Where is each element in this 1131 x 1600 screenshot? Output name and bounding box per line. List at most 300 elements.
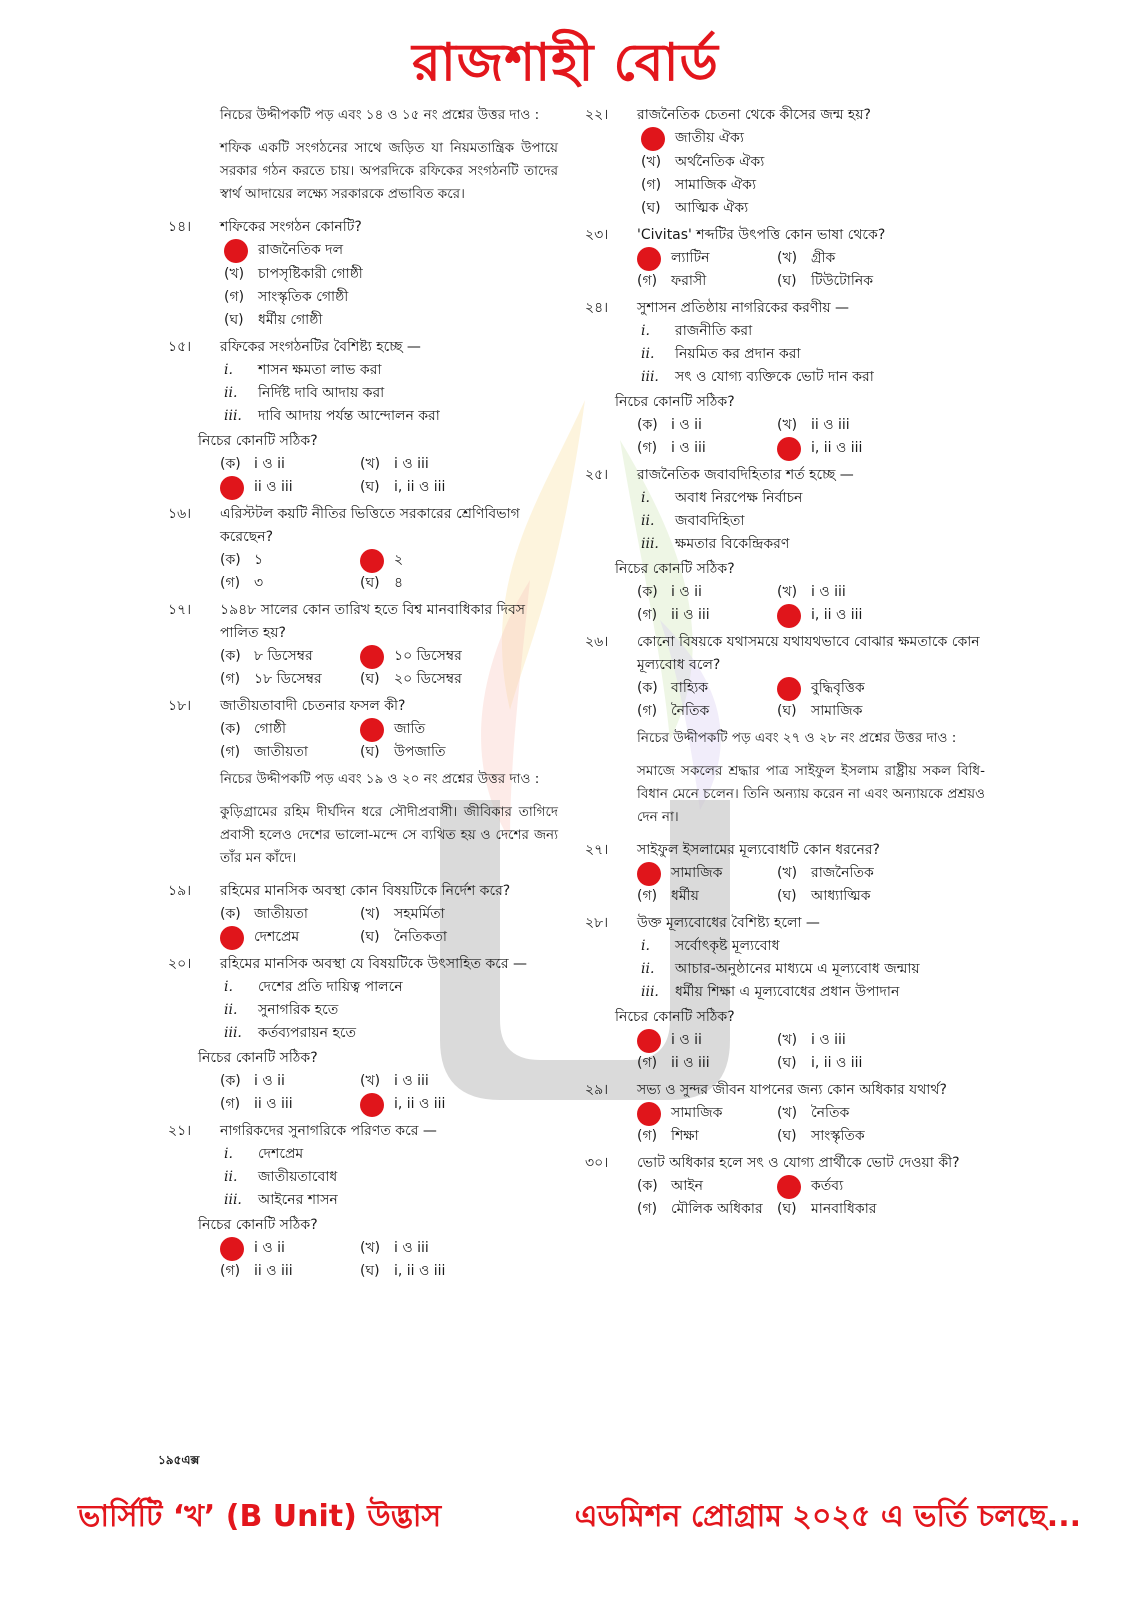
option [360, 741, 490, 764]
question [585, 104, 985, 220]
option [637, 604, 767, 627]
option-text: i ও ii [671, 1032, 702, 1048]
answer-dot-icon [220, 926, 244, 950]
option-marker: (গ) [224, 289, 245, 305]
options-grid [585, 862, 985, 908]
option-marker: (গ) [220, 1263, 241, 1279]
answer-dot-icon [777, 677, 801, 701]
options-grid [585, 247, 985, 293]
option-text: সামাজিক ঐক্য [675, 177, 757, 193]
option-marker: (গ) [220, 1096, 241, 1112]
option-text: আইন [671, 1178, 703, 1194]
option-marker: (খ) [360, 456, 381, 472]
option [360, 453, 490, 476]
question-number: ২৯। [585, 1082, 609, 1098]
option [637, 414, 767, 437]
option-text: ৮ ডিসেম্বর [254, 648, 313, 664]
option-marker: (গ) [637, 440, 658, 456]
question-number: ২৬। [585, 634, 609, 650]
option-marker: (ক) [220, 721, 241, 737]
option-marker: (গ) [637, 1128, 658, 1144]
question-number: ১৭। [168, 602, 192, 618]
option-text: ii ও iii [254, 1096, 293, 1112]
roman-numeral: ii. [224, 1169, 238, 1185]
option-marker: (খ) [777, 417, 798, 433]
question-number: ২৩। [585, 227, 609, 243]
question-number: ১৪। [168, 219, 192, 235]
options-grid [585, 1175, 985, 1221]
passage-text: শফিক একটি সংগঠনের সাথে জড়িত যা নিয়মতান্ত্রিক উপায়ে সরকার গঠন করতে চায়। অপরদিকে রফিকের সংগঠনটি তাদের স্বার্থ আদায়ের লক্ষ্যে সরকারকে প্রভাবিত করে। [220, 140, 558, 202]
option [220, 903, 350, 926]
option-text: i, ii ও iii [811, 607, 863, 623]
option-text: বাহ্যিক [671, 680, 709, 696]
option-text: আধ্যাত্মিক [811, 888, 871, 904]
option-text: উপজাতি [394, 744, 446, 760]
option-marker: (খ) [777, 584, 798, 600]
roman-numeral: iii. [641, 984, 659, 1000]
option [220, 1237, 350, 1260]
question [585, 912, 985, 1075]
option-text: দেশপ্রেম [254, 929, 300, 945]
question [585, 1079, 985, 1148]
option [777, 677, 907, 700]
option [637, 270, 767, 293]
option [220, 645, 350, 668]
question-number: ২০। [168, 956, 192, 972]
option-text: রাজনৈতিক দল [258, 242, 344, 258]
statement-text: জাতীয়তাবোধ [258, 1169, 338, 1185]
option-marker: (ঘ) [777, 1128, 797, 1144]
option [360, 1237, 490, 1260]
question-number: ২৫। [585, 467, 609, 483]
option-text: i ও ii [671, 417, 702, 433]
question-text: 'Civitas' শব্দটির উৎপত্তি কোন ভাষা থেকে? [637, 227, 886, 243]
passage-intro: নিচের উদ্দীপকটি পড় এবং ১৪ ও ১৫ নং প্রশ্নের উত্তর দাও : [220, 107, 540, 123]
statement [168, 999, 558, 1022]
option-text: সামাজিক [671, 1105, 723, 1121]
option-text: জাতীয় ঐক্য [675, 130, 744, 146]
options-grid [168, 718, 558, 764]
option-marker: (গ) [637, 703, 658, 719]
option-marker: (গ) [637, 1201, 658, 1217]
question-text: রহিমের মানসিক অবস্থা কোন বিষয়টিকে নির্দেশ করে? [220, 883, 511, 899]
question [168, 336, 558, 499]
answer-dot-icon [360, 645, 384, 669]
statement [168, 976, 558, 999]
statement [585, 935, 985, 958]
option [220, 1260, 350, 1283]
question-number: ১৯। [168, 883, 192, 899]
option [360, 476, 490, 499]
option-marker: (ঘ) [777, 1055, 797, 1071]
statement-text: জবাবদিহিতা [675, 513, 745, 529]
option [220, 1093, 350, 1116]
option [777, 885, 907, 908]
question [168, 503, 558, 595]
option [360, 903, 490, 926]
option-text: ৩ [254, 575, 264, 591]
roman-numeral: ii. [224, 1002, 238, 1018]
statement [168, 1166, 558, 1189]
option-text: ii ও iii [254, 1263, 293, 1279]
option [220, 476, 350, 499]
roman-numeral: ii. [224, 385, 238, 401]
statement-text: সুনাগরিক হতে [258, 1002, 339, 1018]
question [585, 631, 985, 723]
question-text: জাতীয়তাবাদী চেতনার ফসল কী? [220, 698, 406, 714]
which-correct-prompt: নিচের কোনটি সঠিক? [615, 394, 735, 410]
answer-dot-icon [220, 476, 244, 500]
statement [168, 1022, 558, 1045]
options-grid [168, 1237, 558, 1283]
question [168, 216, 558, 332]
question-number: ২৭। [585, 842, 609, 858]
answer-dot-icon [777, 604, 801, 628]
footer-left-banner: ভার্সিটি ‘খ’ (B Unit) উদ্ভাস [78, 1499, 442, 1534]
option-text: জাতীয়তা [254, 744, 308, 760]
question-number: ৩০। [585, 1155, 609, 1171]
option [360, 1093, 490, 1116]
option-text: মৌলিক অধিকার [671, 1201, 763, 1217]
statement-text: সর্বোৎকৃষ্ট মূল্যবোধ [675, 938, 780, 954]
answer-dot-icon [641, 127, 665, 151]
option [637, 1052, 767, 1075]
option [220, 549, 350, 572]
option-marker: (ঘ) [360, 671, 380, 687]
option-marker: (ক) [637, 584, 658, 600]
option-marker: (খ) [224, 266, 245, 282]
option-text: চাপসৃষ্টিকারী গোষ্ঠী [258, 266, 363, 282]
question-text: ১৯৪৮ সালের কোন তারিখ হতে বিশ্ব মানবাধিকার দিবস পালিত হয়? [220, 602, 526, 641]
option-text: ২ [394, 552, 404, 568]
option-text: i ও iii [394, 1240, 429, 1256]
option [637, 1102, 767, 1125]
answer-dot-icon [637, 1029, 661, 1053]
option [585, 127, 985, 151]
options-grid [168, 549, 558, 595]
option-marker: (ঘ) [224, 312, 244, 328]
roman-numeral: iii. [224, 408, 242, 424]
option-marker: (ক) [220, 456, 241, 472]
statement-text: আইনের শাসন [258, 1192, 338, 1208]
left-column [168, 104, 558, 1287]
options-grid [585, 1102, 985, 1148]
option-marker: (ক) [637, 680, 658, 696]
option-text: ধর্মীয় গোষ্ঠী [258, 312, 323, 328]
option-marker: (ঘ) [641, 200, 661, 216]
option-text: i ও ii [254, 1240, 285, 1256]
option-marker: (খ) [360, 1240, 381, 1256]
question-number: ২৮। [585, 915, 609, 931]
answer-dot-icon [777, 1175, 801, 1199]
answer-dot-icon [637, 1102, 661, 1126]
option [585, 174, 985, 197]
option-marker: (খ) [360, 1073, 381, 1089]
question-number: ২২। [585, 107, 609, 123]
option-marker: (ঘ) [360, 929, 380, 945]
answer-dot-icon [637, 862, 661, 886]
statement-text: দেশের প্রতি দায়িত্ব পালনে [258, 979, 403, 995]
option-text: i ও iii [394, 1073, 429, 1089]
option-text: সাংস্কৃতিক [811, 1128, 865, 1144]
option [220, 741, 350, 764]
option [220, 1070, 350, 1093]
option-text: i ও iii [811, 1032, 846, 1048]
passage-text: সমাজে সকলের শ্রদ্ধার পাত্র সাইফুল ইসলাম রাষ্ট্রীয় সকল বিধি-বিধান মেনে চলেন। তিনি অন্যায় করেন না এবং অন্যায়কে প্রশ্রয়ও দেন না। [637, 763, 985, 825]
option-marker: (গ) [637, 888, 658, 904]
option-marker: (ঘ) [360, 575, 380, 591]
option [637, 581, 767, 604]
option-text: গোষ্ঠী [254, 721, 287, 737]
option-text: মানবাধিকার [811, 1201, 877, 1217]
options-grid [168, 1070, 558, 1116]
roman-numeral: iii. [641, 536, 659, 552]
option [360, 668, 490, 691]
option [637, 247, 767, 270]
option-marker: (ক) [220, 552, 241, 568]
question [168, 1120, 558, 1283]
option-text: i, ii ও iii [811, 440, 863, 456]
option [777, 1175, 907, 1198]
passage-text: কুড়িগ্রামের রহিম দীর্ঘদিন ধরে সৌদীপ্রবাসী। জীবিকার তাগিদে প্রবাসী হলেও দেশের ভালো-মন্দে সে ব্যথিত হয় ও দেশের জন্য তাঁর মন কাঁদে। [220, 804, 558, 866]
option-text: জাতি [394, 721, 426, 737]
roman-numeral: iii. [641, 369, 659, 385]
roman-numeral: iii. [224, 1192, 242, 1208]
option-text: জাতীয়তা [254, 906, 308, 922]
question-text: এরিস্টটল কয়টি নীতির ভিত্তিতে সরকারের শ্রেণিবিভাগ করেছেন? [220, 506, 520, 545]
option-marker: (ঘ) [360, 1263, 380, 1279]
option-marker: (খ) [360, 906, 381, 922]
option-text: ১৮ ডিসেম্বর [254, 671, 322, 687]
option-text: টিউটোনিক [811, 273, 874, 289]
statement [585, 320, 985, 343]
roman-numeral: i. [641, 490, 650, 506]
statement [168, 1189, 558, 1212]
option-marker: (গ) [220, 575, 241, 591]
statement [585, 510, 985, 533]
options-grid [168, 453, 558, 499]
question-text: ভোট অধিকার হলে সৎ ও যোগ্য প্রার্থীকে ভোট দেওয়া কী? [637, 1155, 960, 1171]
option-text: i ও iii [811, 584, 846, 600]
option-marker: (ক) [637, 1178, 658, 1194]
option-text: সাংস্কৃতিক গোষ্ঠী [258, 289, 349, 305]
option-text: ২০ ডিসেম্বর [394, 671, 462, 687]
statement-text: ধর্মীয় শিক্ষা এ মূল্যবোধের প্রধান উপাদান [675, 984, 900, 1000]
question [585, 1152, 985, 1221]
roman-numeral: ii. [641, 346, 655, 362]
option [360, 1070, 490, 1093]
answer-dot-icon [220, 1237, 244, 1261]
option-text: ১ [254, 552, 264, 568]
answer-dot-icon [777, 437, 801, 461]
option-text: আত্মিক ঐক্য [675, 200, 749, 216]
question [585, 224, 985, 293]
question [168, 953, 558, 1116]
right-column [585, 104, 985, 1225]
option-text: ii ও iii [254, 479, 293, 495]
options-grid [585, 677, 985, 723]
question-text: উক্ত মূল্যবোধের বৈশিষ্ট্য হলো — [637, 915, 820, 931]
option [585, 151, 985, 174]
which-correct-prompt: নিচের কোনটি সঠিক? [615, 561, 735, 577]
question [168, 695, 558, 764]
statement [585, 366, 985, 389]
which-correct-prompt: নিচের কোনটি সঠিক? [198, 433, 318, 449]
option-text: নৈতিক [811, 1105, 850, 1121]
question [585, 297, 985, 460]
options-grid [168, 903, 558, 949]
roman-numeral: i. [224, 979, 233, 995]
option [360, 926, 490, 949]
option-marker: (ঘ) [777, 273, 797, 289]
statement [168, 1143, 558, 1166]
option-marker: (গ) [637, 1055, 658, 1071]
question [585, 839, 985, 908]
option [777, 247, 907, 270]
option [777, 700, 907, 723]
options-grid [585, 1029, 985, 1075]
option [220, 572, 350, 595]
option [637, 1029, 767, 1052]
option-text: ৪ [394, 575, 404, 591]
statement-text: নির্দিষ্ট দাবি আদায় করা [258, 385, 385, 401]
option-text: রাজনৈতিক [811, 865, 874, 881]
question-text: রহিমের মানসিক অবস্থা যে বিষয়টিকে উৎসাহিত করে — [220, 956, 528, 972]
option [637, 677, 767, 700]
option-text: i, ii ও iii [394, 1263, 446, 1279]
option-text: সামাজিক [671, 865, 723, 881]
option-marker: (ঘ) [777, 703, 797, 719]
statement-text: শাসন ক্ষমতা লাভ করা [258, 362, 382, 378]
which-correct-prompt: নিচের কোনটি সঠিক? [615, 1009, 735, 1025]
which-correct-prompt: নিচের কোনটি সঠিক? [198, 1217, 318, 1233]
statement-text: নিয়মিত কর প্রদান করা [675, 346, 801, 362]
option-text: গ্রীক [811, 250, 836, 266]
option-text: বুদ্ধিবৃত্তিক [811, 680, 865, 696]
option-text: ফরাসী [671, 273, 707, 289]
option [777, 437, 907, 460]
option [777, 862, 907, 885]
answer-dot-icon [360, 549, 384, 573]
option-text: i ও iii [671, 440, 706, 456]
option-text: i, ii ও iii [394, 479, 446, 495]
statement-text: আচার-অনুষ্ঠানের মাধ্যমে এ মূল্যবোধ জন্মায় [675, 961, 920, 977]
board-title: রাজশাহী বোর্ড [412, 33, 719, 93]
option-marker: (খ) [641, 154, 662, 170]
option [777, 414, 907, 437]
answer-dot-icon [224, 239, 248, 263]
option [777, 604, 907, 627]
option [637, 700, 767, 723]
option [360, 718, 490, 741]
roman-numeral: ii. [641, 961, 655, 977]
option-marker: (খ) [777, 865, 798, 881]
option-marker: (গ) [641, 177, 662, 193]
statement-text: দেশপ্রেম [258, 1146, 304, 1162]
option-text: i, ii ও iii [811, 1055, 863, 1071]
question-text: শফিকের সংগঠন কোনটি? [220, 219, 362, 235]
question [585, 464, 985, 627]
option [168, 286, 558, 309]
options-grid [168, 645, 558, 691]
statement-text: সৎ ও যোগ্য ব্যক্তিকে ভোট দান করা [675, 369, 874, 385]
option [777, 581, 907, 604]
option-text: ধর্মীয় [671, 888, 699, 904]
option [637, 1175, 767, 1198]
which-correct-prompt: নিচের কোনটি সঠিক? [198, 1050, 318, 1066]
option [637, 1198, 767, 1221]
option [220, 453, 350, 476]
options-grid [585, 414, 985, 460]
option [777, 1029, 907, 1052]
option-text: i ও iii [394, 456, 429, 472]
roman-numeral: iii. [224, 1025, 242, 1041]
statement [168, 405, 558, 428]
question-text: রাজনৈতিক চেতনা থেকে কীসের জন্ম হয়? [637, 107, 871, 123]
option-text: নৈতিকতা [394, 929, 447, 945]
option-marker: (ক) [220, 906, 241, 922]
option-marker: (ক) [220, 648, 241, 664]
option [168, 239, 558, 263]
question-number: ২১। [168, 1123, 192, 1139]
option-text: i ও ii [254, 1073, 285, 1089]
answer-dot-icon [637, 247, 661, 271]
roman-numeral: i. [224, 1146, 233, 1162]
option-marker: (গ) [220, 671, 241, 687]
option [637, 885, 767, 908]
option-text: কর্তব্য [811, 1178, 844, 1194]
option-marker: (ক) [637, 417, 658, 433]
option-text: সামাজিক [811, 703, 863, 719]
question [168, 880, 558, 949]
answer-dot-icon [360, 718, 384, 742]
question-text: সাইফুল ইসলামের মূল্যবোধটি কোন ধরনের? [637, 842, 880, 858]
question-number: ১৬। [168, 506, 192, 522]
statement [585, 343, 985, 366]
option [777, 270, 907, 293]
option-marker: (গ) [637, 273, 658, 289]
option [360, 572, 490, 595]
question-text: রফিকের সংগঠনটির বৈশিষ্ট্য হচ্ছে — [220, 339, 421, 355]
statement-text: রাজনীতি করা [675, 323, 753, 339]
statement [585, 487, 985, 510]
option-text: i, ii ও iii [394, 1096, 446, 1112]
question-text: সভ্য ও সুন্দর জীবন যাপনের জন্য কোন অধিকার যথার্থ? [637, 1082, 947, 1098]
statement [585, 533, 985, 556]
roman-numeral: ii. [641, 513, 655, 529]
roman-numeral: i. [641, 323, 650, 339]
answer-dot-icon [360, 1093, 384, 1117]
option [220, 668, 350, 691]
option-marker: (ঘ) [777, 1201, 797, 1217]
question-number: ২৪। [585, 300, 609, 316]
statement [585, 958, 985, 981]
options-grid [585, 581, 985, 627]
passage-intro: নিচের উদ্দীপকটি পড় এবং ২৭ ও ২৮ নং প্রশ্নের উত্তর দাও : [637, 730, 957, 746]
option-marker: (গ) [637, 607, 658, 623]
roman-numeral: i. [224, 362, 233, 378]
option [777, 1198, 907, 1221]
statement-text: কর্তব্যপরায়ন হতে [258, 1025, 356, 1041]
option-marker: (ক) [220, 1073, 241, 1089]
option-text: সহমর্মিতা [394, 906, 445, 922]
option-text: i ও ii [671, 584, 702, 600]
option [168, 263, 558, 286]
option-marker: (ঘ) [777, 888, 797, 904]
statement [168, 359, 558, 382]
option-text: ii ও iii [671, 607, 710, 623]
option-marker: (খ) [777, 1105, 798, 1121]
